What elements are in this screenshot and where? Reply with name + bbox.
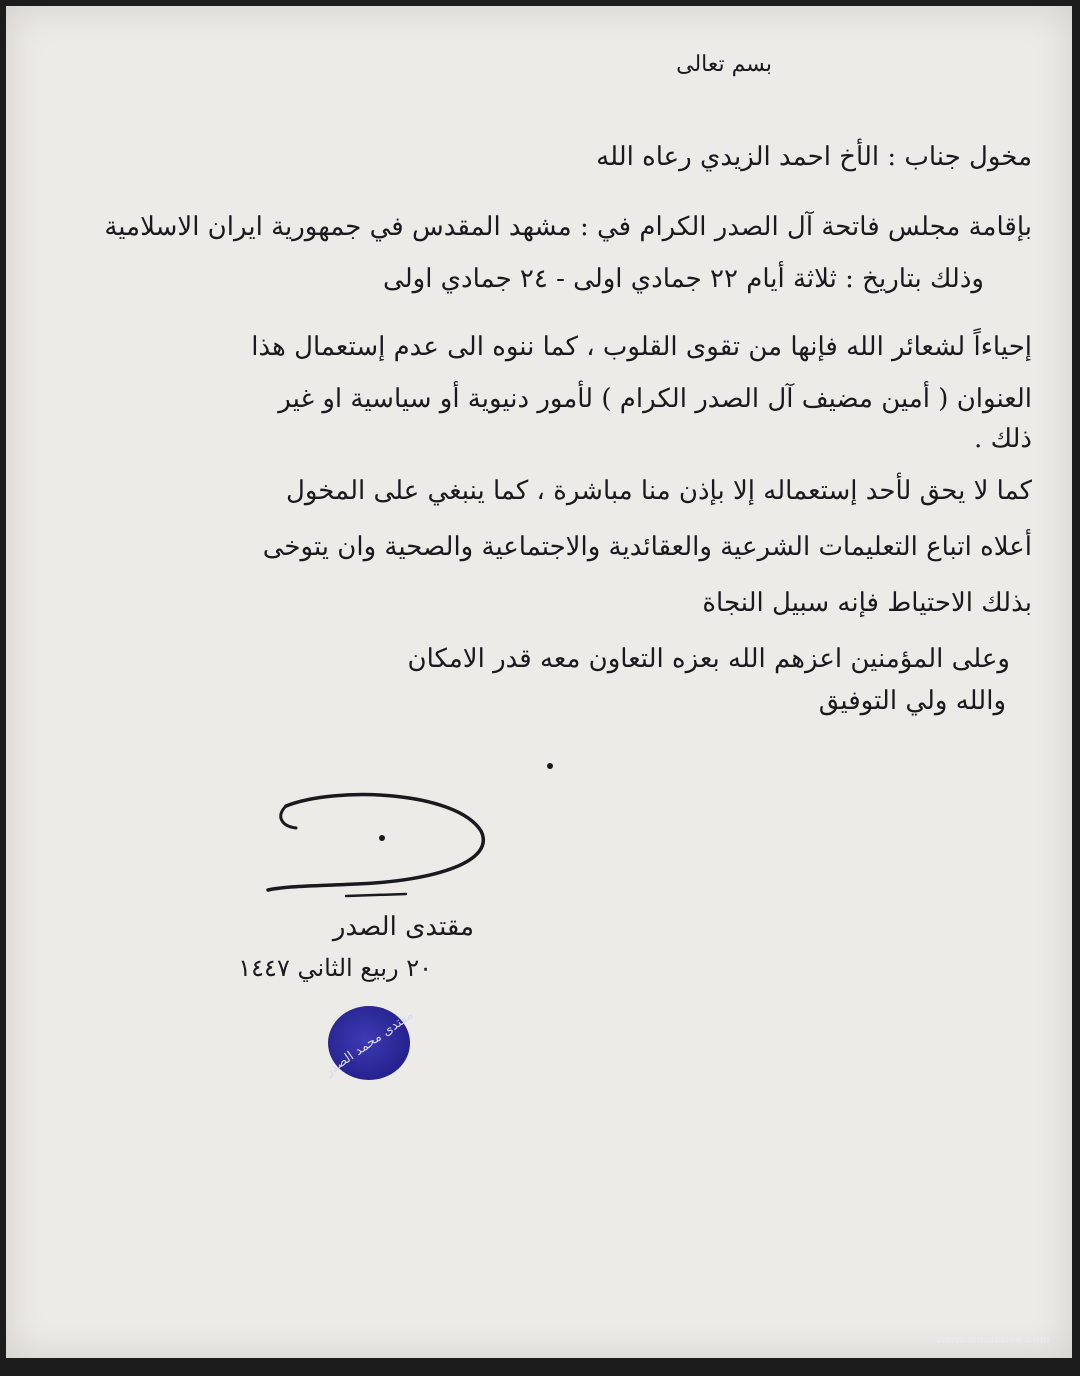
stamp-text: مقتدى محمد الصدر <box>321 1006 417 1080</box>
body-line: إحياءاً لشعائر الله فإنها من تقوى القلوب ، كما ننوه الى عدم إستعمال هذا <box>251 332 1032 362</box>
signature-name: مقتدى الصدر <box>332 912 474 942</box>
watermark-url: www.almutalee.com <box>936 1334 1050 1346</box>
addressee-line: مخول جناب : الأخ احمد الزيدي رعاه الله <box>596 142 1032 172</box>
body-line: أعلاه اتباع التعليمات الشرعية والعقائدية والاجتماعية والصحية وان يتوخى <box>262 532 1032 562</box>
body-line: ذلك . <box>974 424 1032 454</box>
signature-date: ٢٠ ربيع الثاني ١٤٤٧ <box>238 954 432 982</box>
ink-dot <box>547 763 553 769</box>
signature-icon <box>256 786 496 906</box>
body-line: العنوان ( أمين مضيف آل الصدر الكرام ) لأمور دنيوية أو سياسية او غير <box>278 384 1032 414</box>
letter-header: بسم تعالى <box>676 52 772 77</box>
body-line: بإقامة مجلس فاتحة آل الصدر الكرام في : مشهد المقدس في جمهورية ايران الاسلامية <box>104 212 1032 242</box>
letter-page <box>6 6 1072 1358</box>
body-line: وذلك بتاريخ : ثلاثة أيام ٢٢ جمادي اولى - ٢٤ جمادي اولى <box>383 264 984 294</box>
body-line: بذلك الاحتياط فإنه سبيل النجاة <box>702 588 1032 618</box>
body-line: وعلى المؤمنين اعزهم الله بعزه التعاون معه قدر الامكان <box>407 644 1010 674</box>
office-stamp <box>321 1006 417 1080</box>
body-line: والله ولي التوفيق <box>818 686 1006 716</box>
body-line: كما لا يحق لأحد إستعماله إلا بإذن منا مباشرة ، كما ينبغي على المخول <box>285 476 1032 506</box>
